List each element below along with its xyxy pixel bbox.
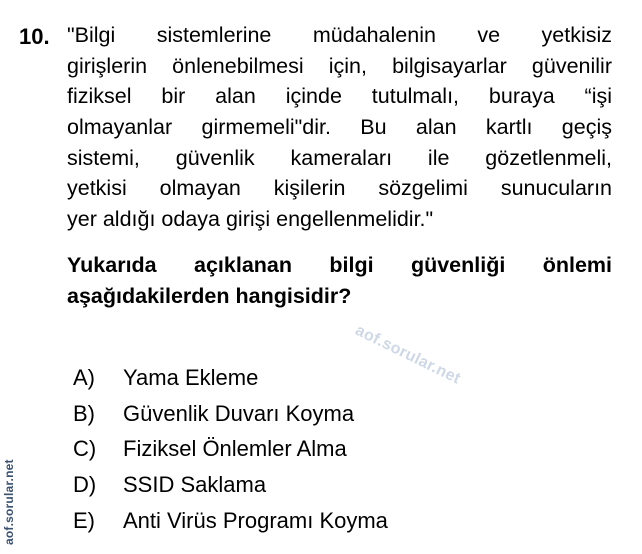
side-watermark: aof.sorular.net xyxy=(2,459,16,545)
option-e[interactable] xyxy=(73,503,388,539)
option-letter: C) xyxy=(73,436,97,462)
passage-line: sistemi, güvenlik kameraları ile gözetlenmeli, xyxy=(67,145,612,170)
passage-line: olmayanlar girmemeli"dir. Bu alan kartlı geçiş xyxy=(67,115,612,140)
option-text: Anti Virüs Programı Koyma xyxy=(123,508,388,534)
option-a[interactable] xyxy=(73,360,388,396)
passage-line: fiziksel bir alan içinde tutulmalı, buraya “işi xyxy=(67,84,612,109)
option-d[interactable] xyxy=(73,467,388,503)
option-text: SSID Saklama xyxy=(123,472,267,498)
passage-line: girişlerin önlenebilmesi için, bilgisayarlar güvenilir xyxy=(67,53,612,78)
option-letter: B) xyxy=(73,400,95,426)
option-text: Yama Ekleme xyxy=(123,364,259,390)
question-passage xyxy=(67,20,612,235)
answer-options xyxy=(73,360,388,539)
option-c[interactable] xyxy=(73,432,388,468)
prompt-line: aşağıdakilerden hangisidir? xyxy=(67,284,352,308)
prompt-line: Yukarıda açıklanan bilgi güvenliği önlemi xyxy=(67,253,612,277)
passage-line: "Bilgi sistemlerine müdahalenin ve yetkisiz xyxy=(67,23,612,47)
question-prompt xyxy=(67,250,612,312)
question-number: 10. xyxy=(19,24,50,49)
option-b[interactable] xyxy=(73,396,388,432)
option-letter: E) xyxy=(73,508,95,534)
diagonal-watermark: aof.sorular.net xyxy=(352,322,464,388)
passage-line: yer aldığı odaya girişi engellenmelidir." xyxy=(67,207,434,232)
option-letter: D) xyxy=(73,472,97,498)
option-text: Güvenlik Duvarı Koyma xyxy=(123,400,355,426)
passage-line: yetkisi olmayan kişilerin sözgelimi sunucuların xyxy=(67,176,612,201)
option-text: Fiziksel Önlemler Alma xyxy=(123,436,347,462)
option-letter: A) xyxy=(73,364,95,390)
